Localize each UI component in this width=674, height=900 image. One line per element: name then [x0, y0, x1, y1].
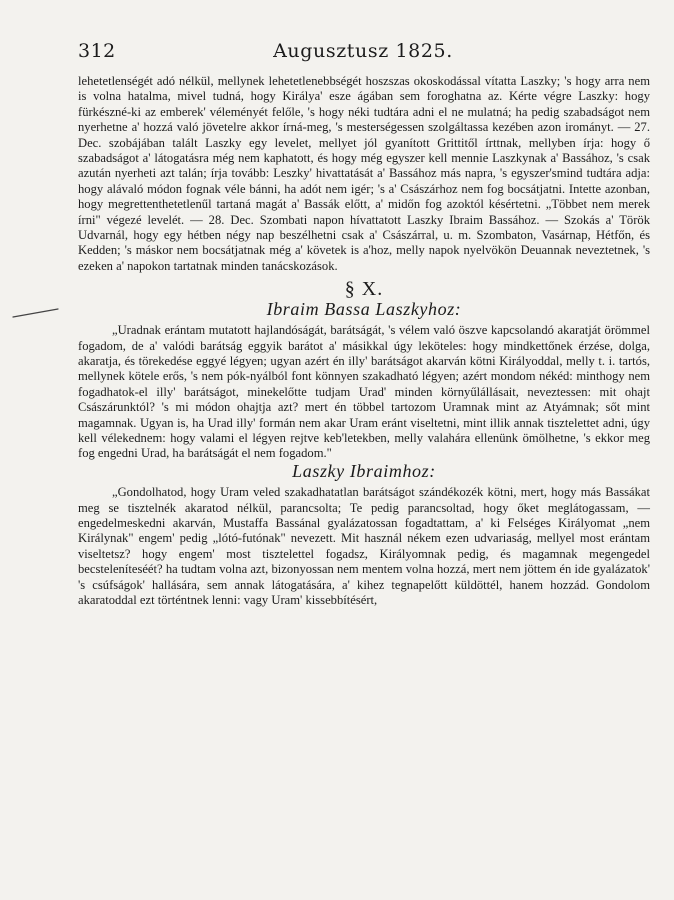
paragraph-continuation: lehetetlenségét adó nélkül, mellynek lehetetlenebbségét hoszszas okoskodással vítatta Laszky; 's hogy arra nem is volna hatalma, mivel tudná, hogy Királya' esze ágában sem foroghatna az. Kérte végre Laszky: hogy fürkészné-ki az emberek' véleményét felőle, 's hogy néki tudtára adni el ne mulatná; ha pedig szabadságot nem nyerhetne a' hozzá való jövetelre akkor írná-meg, 's mesterségessen szolgáltassa kezében azon irományt. — 27. Dec. szobájában talált Laszky egy levelet, mellyet jól gyanított Grittitől írttnak, mellyben írja: hogy ő szabadságot a' látogatásra még nem kaphatott, és hogy még egyszer kell mennie Laszkynak a' Bassához, 's csak azután nyerheti azt talán; írja tovább: Leszky' hivattatását a' Bassához más napra, 's egyszer'smind tudtára adja: hogy alávaló módon fognak véle bánni, ha adót nem igér; 's a' Császárhoz nem fog bocsátjatni. Intette azonban, hogy megrettenthetetlenűl tartaná magát a' Bassák előtt, a' midőn fog azoktól késértetni. „Többet nem merek írni" végezé levelét. — 28. Dec. Szombati napon hívattatott Laszky Ibraim Bassához. — Szokás a' Török Udvarnál, hogy egy hétben négy nap beszélhetni csak a' Császárral, u. m. Szombaton, Vasárnap, Hétfőn, és Kedden; 's máskor nem bocsátjatnak még a' követek is a'hoz, melly napok nyelvökön Deuannak neveztetnek, 's ezeken a' napokon tartatnak minden tanácskozások. [78, 74, 650, 273]
paragraph-laszky-speech: „Gondolhatod, hogy Uram veled szakadhatatlan barátságot szándékozék kötni, mert, hogy más Bassákat meg se tisztelnék akaratod nélkül, parancsolta; Te pedig parancsoltad, hogy őket meglátogassam, — engedelmeskedni akarván, Mustaffa Bassánal gyalázatossan fogadtattam, a' ki Felséges Királyomat „nem Királynak" engem' pedig „lótó-futónak" nevezett. Mit használ nékem ezen udvariaság, mellyel most erántam viseltetsz? hogy engem' most tisztelettel fogadsz, Királyomnak pedig, és magamnak megengedel becsteleníteséét? ha tudtam volna azt, bizonyossan nem mentem volna hozzá, mert nem jöttem én ide gyalázatok' 's csúfságok' hallására, sem annak látogatására, a' kihez tegnapelőtt küldöttél, hanem hozzád. Gondolom akaratoddal ezt történtnek lenni: vagy Uram' kissebbítésért, [78, 485, 650, 607]
page-number: 312 [78, 40, 116, 62]
section-title: § X. [344, 278, 384, 301]
subheading-ibraim: Ibraim Bassa Laszkyhoz: [266, 298, 462, 319]
running-title: Augusztusz 1825. [273, 40, 453, 62]
page-header [78, 40, 648, 68]
paragraph-ibraim-speech: „Uradnak erántam mutatott hajlandóságát, barátságát, 's vélem való öszve kapcsolandó akaratját örömmel fogadom, de a' valódi barátság eggyik barátot a' másikkal úgy leköteles: hogy mindkettőnek érzése, dolga, akaratja, és törekedése eggyé légyen; ugyan azért én illy' barátságot akarván kötni Királyoddal, melly t. i. tartós, mellynek kötele erős, 's nem pók-nyálból font könnyen szakadható légyen; azért mondom nékéd: minthogy nem fogadhatok-el illy' barátságot, minekelőtte tudjam Urad' minden környűlállásait, neveztessen: mit ohajt Császárunktól? 's mi módon ohajtja azt? mert én többel tartozom Uramnak mint az Atyámnak; sőt mint magamnak. Ugyan is, ha Urad illy' formán nem akar Uram eránt viseltetni, mint illik annak tisztelettet adni, úgy kell vélekednem: hogy valami el légyen rejtve keb'letekben, melly valahára ellenünk ömölhetne, 's ekkor meg fog engedni Urad, ha barátságát el nem fogadom." [78, 323, 650, 461]
subheading-laszky: Laszky Ibraimhoz: [292, 460, 436, 481]
page-body [78, 74, 650, 608]
margin-pen-stroke [12, 305, 60, 319]
